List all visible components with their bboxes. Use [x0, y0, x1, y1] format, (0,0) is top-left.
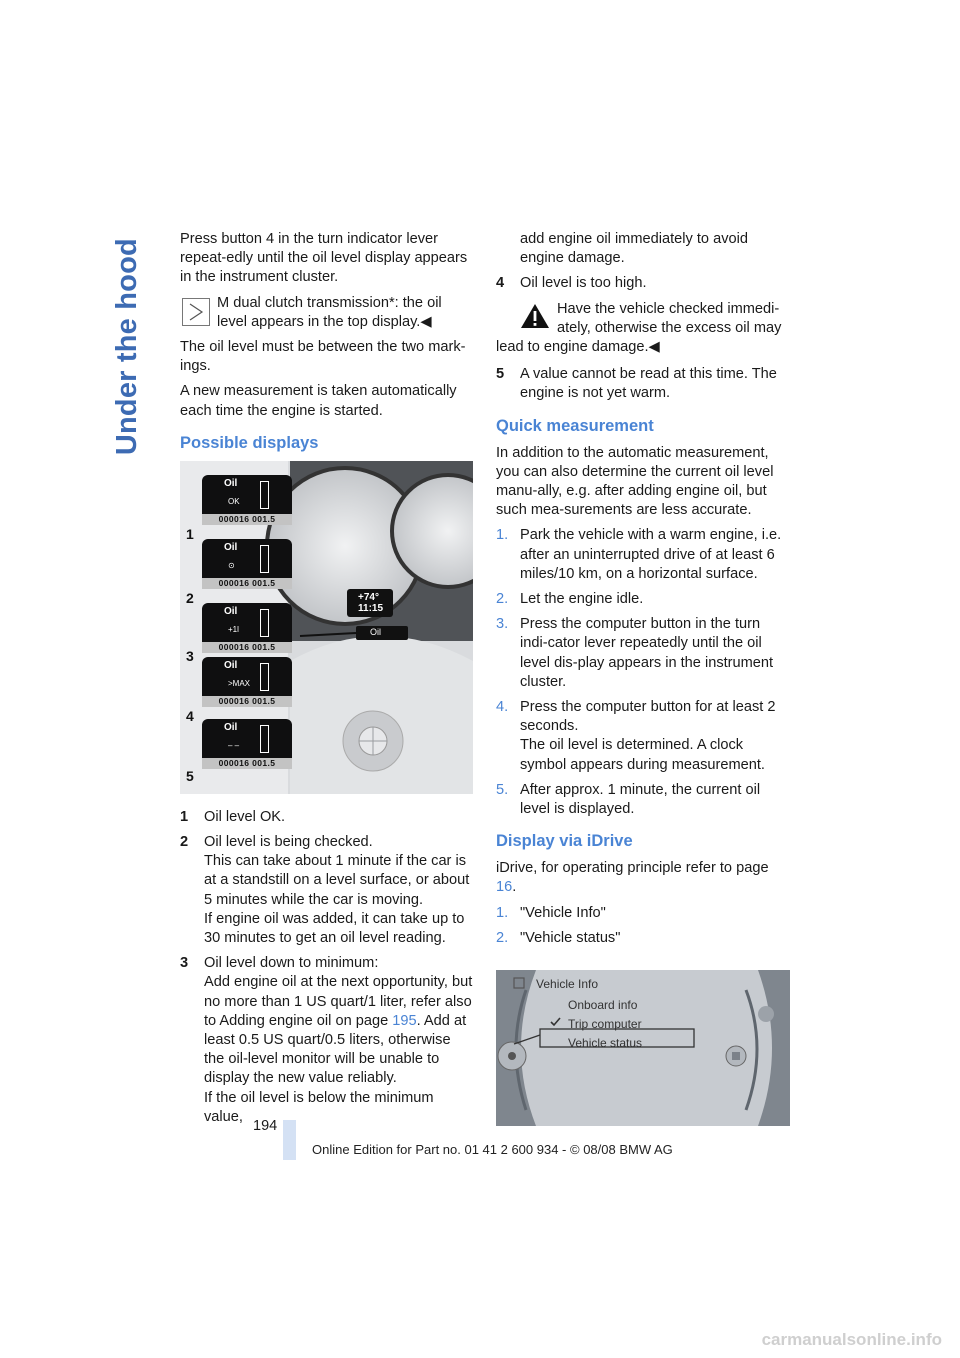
idrive-menu-item-vehicle-status[interactable]: Vehicle status: [568, 1036, 643, 1051]
idrive-menu-item-onboard-info[interactable]: Onboard info: [568, 998, 638, 1013]
oil-display-4: Oil >MAX 000016 001.5: [202, 657, 292, 707]
idrive-step-1: 1. "Vehicle Info": [496, 904, 606, 921]
display-item-2: 2 Oil level is being checked. This can take about 1 minute if the car is at a standstill on a level surface, or about 5 minutes while the car is moving. If engine oil was added, it can take up to 30 minutes to get an oil level reading.: [180, 834, 470, 947]
idrive-menu: [568, 996, 642, 1053]
warning-text-rest: lead to engine damage.◀: [496, 339, 660, 356]
display-number-2: 2: [186, 589, 194, 606]
chapter-side-title: [108, 232, 148, 462]
idrive-screen-title: Vehicle Info: [536, 977, 599, 992]
quick-measurement-heading: Quick measurement: [496, 416, 654, 435]
right-column: [496, 230, 790, 1126]
footer-accent-bar: [283, 1120, 296, 1160]
intro-paragraph-2: The oil level must be between the two mark-ings.: [180, 339, 466, 375]
quick-measurement-intro: In addition to the automatic measurement, you can also determine the current oil level manu-ally, e.g. after adding engine oil, but such mea-surements are less accurate.: [496, 444, 774, 519]
note-arrow-icon: [182, 298, 210, 326]
warning-triangle-icon: [520, 303, 550, 329]
warning-text-first: Have the vehicle checked immedi-ately, otherwise the excess oil may: [557, 300, 782, 336]
quick-step-2: 2. Let the engine idle.: [496, 591, 644, 608]
display-item-5: 5 A value cannot be read at this time. The engine is not yet warm.: [496, 366, 777, 402]
display-item-3: 3 Oil level down to minimum: Add engine oil at the next opportunity, but no more than 1 US quart/1 liter, refer also to Adding engine oil on page 195. Add at least 0.5 US quart/0.5 liters, otherwise the oil-level monitor will be unable to display the new value reliably. If the oil level is below the minimum value,: [180, 955, 473, 1125]
idrive-intro: iDrive, for operating principle refer to page 16.: [496, 860, 769, 896]
display-item-1: 1 Oil level OK.: [180, 808, 286, 825]
transmission-note-text: M dual clutch transmission*: the oil level appears in the top display.◀: [217, 294, 442, 330]
display-number-1: 1: [186, 525, 194, 542]
gauge-temperature: +74°: [358, 591, 379, 603]
quick-step-1: 1. Park the vehicle with a warm engine, i.e. after an uninterrupted drive of at least 6 miles/10 km, on a horizontal surface.: [496, 527, 782, 582]
display-number-5: 5: [186, 767, 194, 784]
page-link-195[interactable]: 195: [392, 1012, 417, 1029]
idrive-step-2: 2. "Vehicle status": [496, 929, 621, 946]
idrive-menu-item-trip-computer[interactable]: Trip computer: [568, 1017, 642, 1032]
display-item-4: 4 Oil level is too high.: [496, 275, 647, 292]
oil-display-3: Oil +1l 000016 001.5: [202, 603, 292, 653]
oil-display-2: Oil ⊙ 000016 001.5: [202, 539, 292, 589]
oil-overfill-warning: [496, 300, 790, 358]
intro-paragraph-1: Press button 4 in the turn indicator lever repeat-edly until the oil level display appears in the instrument cluster.: [180, 231, 468, 286]
gauge-oil-label: Oil: [370, 626, 381, 637]
possible-displays-heading: Possible displays: [180, 433, 319, 452]
display-number-3: 3: [186, 647, 194, 664]
transmission-note: [180, 294, 473, 332]
oil-display-5: Oil – – 000016 001.5: [202, 719, 292, 769]
display-item-3-continued: add engine oil immediately to avoid engine damage.: [520, 231, 748, 267]
edition-notice: Online Edition for Part no. 01 41 2 600 934 - © 08/08 BMW AG: [312, 1142, 673, 1157]
watermark: carmanualsonline.info: [761, 1330, 942, 1349]
page-number: 194: [253, 1118, 278, 1134]
left-column: [180, 230, 473, 1133]
quick-step-3: 3. Press the computer button in the turn indi-cator lever repeatedly until the oil level dis-play appears in the instrument cluster.: [496, 616, 774, 690]
display-number-4: 4: [186, 707, 194, 724]
gauge-time: 11:15: [358, 602, 384, 614]
page-link-16[interactable]: 16: [496, 879, 513, 896]
quick-step-4: 4. Press the computer button for at least 2 seconds. The oil level is determined. A clock symbol appears during measurement.: [496, 699, 776, 773]
chapter-side-title-text: Under the hood: [111, 238, 144, 456]
quick-step-5: 5. After approx. 1 minute, the current oil level is displayed.: [496, 781, 761, 818]
idrive-heading: Display via iDrive: [496, 832, 633, 851]
idrive-screen-figure: [496, 970, 790, 1126]
oil-level-displays-figure: [180, 461, 473, 794]
intro-paragraph-3: A new measurement is taken automatically each time the engine is started.: [180, 383, 457, 419]
oil-display-1: Oil OK 000016 001.5: [202, 475, 292, 525]
